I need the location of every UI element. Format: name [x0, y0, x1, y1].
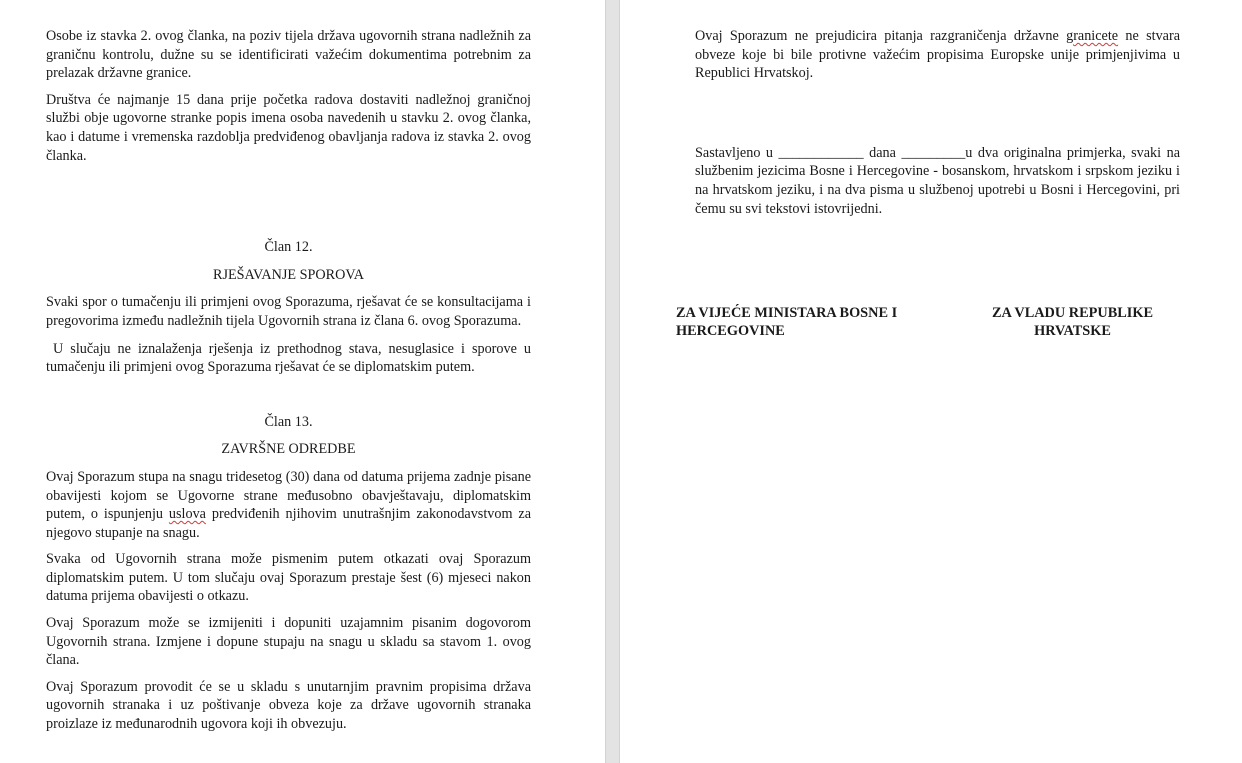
article-12-number: Član 12. — [264, 239, 313, 256]
text-run: predviđenih njihovim unutrašnjim zakonodavstvom za njegovo stupanje na snagu. — [46, 506, 531, 541]
paragraph-amendments: Ovaj Sporazum može se izmijeniti i dopuniti uzajamnim pisanim dogovorom Ugovornih strana. Izmjene i dopune stupaju na snagu u skladu sa stavom 1. ovog člana. — [46, 615, 531, 669]
text-run: Ovaj Sporazum ne prejudicira pitanja razgraničenja državne — [695, 28, 1067, 44]
document-page-left[interactable] — [0, 0, 605, 763]
spelling-error-word[interactable]: granicete — [1066, 28, 1119, 44]
spelling-error-word[interactable]: uslova — [168, 506, 206, 523]
paragraph-dispute-consultations: Svaki spor o tumačenju ili primjeni ovog Sporazuma, rješavat će se konsultacijama i pregovorima između nadležnih tijela Ugovornih strana iz člana 6. ovog Sporazuma. — [46, 294, 531, 329]
text-run: Ovaj Sporazum stupa na snagu tridesetog (30) dana od datuma prijema zadnje pisane obavijesti kojom se Ugovorne strane međusobno obavještavaju, diplomatskim putem, o ispunjenju — [46, 468, 531, 523]
article-13-title: ZAVRŠNE ODREDBE — [221, 441, 356, 458]
paragraph-entry-into-force — [46, 468, 531, 542]
signature-block-bih: ZA VIJEĆE MINISTARA BOSNE I HERCEGOVINE — [676, 305, 898, 339]
document-page-right[interactable] — [620, 0, 1242, 763]
paragraph-implementation: Ovaj Sporazum provodit će se u skladu s unutarnjim pravnim propisima država ugovornih stranaka i uz poštivanje obveza koje za države ugovornih stranaka proizlaze iz međunarodnih ugovora koji ih obvezuju. — [46, 678, 531, 733]
paragraph-dispute-diplomatic: U slučaju ne iznalaženja rješenja iz prethodnog stava, nesuglasice i sporove u tumačenju ili primjeni ovog Sporazuma rješavat će se diplomatskim putem. — [46, 340, 535, 376]
paragraph-companies-list: Društva će najmanje 15 dana prije početka radova dostaviti nadležnoj graničnoj službi obje ugovorne stranke popis imena osoba navedenih u stavku 2. ovog članka, kao i datume i vremenska razdoblja predviđenog obavljanja radova iz stavka 2. ovog članka. — [46, 91, 531, 164]
left-page-body — [46, 27, 535, 734]
paragraph-signing-clause: Sastavljeno u ____________ dana _________u dva originalna primjerka, svaki na službenim jezicima Bosne i Hercegovine - bosanskom, hrvatskom i srpskom jeziku i na hrvatskom jeziku, i na dva pisma u službenoj upotrebi u Bosni i Hercegovini, pri čemu su svi tekstovi istovrijedni. — [695, 144, 1180, 217]
page-gap-divider — [605, 0, 620, 763]
signature-block-croatia: ZA VLADU REPUBLIKE HRVATSKE — [991, 305, 1153, 339]
article-12-title: RJEŠAVANJE SPOROVA — [213, 266, 364, 283]
right-page-body — [695, 27, 1180, 218]
paragraph-border-identification: Osobe iz stavka 2. ovog članka, na poziv tijela država ugovornih strana nadležnih za graničnu kontrolu, dužne su se identificirati važećim dokumentima potrebnim za prelazak državne granice. — [46, 28, 531, 82]
text-run: ne stvara obveze koje bi bile protivne važećim propisima Europske unije primjenjivima u Republici Hrvatskoj. — [695, 28, 1180, 82]
article-13-number: Član 13. — [264, 413, 313, 430]
paragraph-boundary-prejudice — [695, 27, 1180, 83]
paragraph-termination: Svaka od Ugovornih strana može pismenim putem otkazati ovaj Sporazum diplomatskim putem. U tom slučaju ovaj Sporazum prestaje šest (6) mjeseci nakon datuma prijema obavijesti o otkazu. — [46, 551, 531, 605]
